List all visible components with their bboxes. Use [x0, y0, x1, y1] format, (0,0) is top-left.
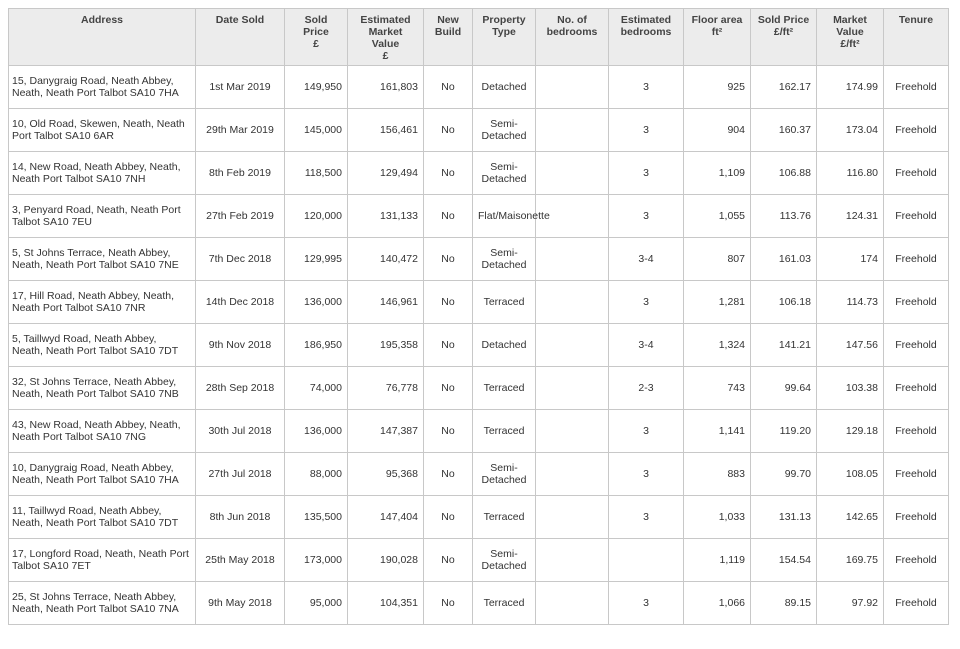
cell-market-value-ft2: 147.56 — [817, 324, 884, 367]
cell-address: 11, Taillwyd Road, Neath Abbey, Neath, Neath Port Talbot SA10 7DT — [9, 496, 196, 539]
cell-address: 5, Taillwyd Road, Neath Abbey, Neath, Neath Port Talbot SA10 7DT — [9, 324, 196, 367]
cell-floor-area: 904 — [684, 109, 751, 152]
cell-date-sold: 7th Dec 2018 — [196, 238, 285, 281]
column-header-text: bedrooms — [620, 26, 672, 38]
column-header-text: Floor area — [691, 14, 743, 26]
cell-tenure: Freehold — [884, 324, 949, 367]
header-row — [9, 9, 949, 66]
cell-property-type: Semi-Detached — [473, 238, 536, 281]
cell-tenure: Freehold — [884, 582, 949, 625]
column-header-text: Sold Price — [757, 14, 810, 26]
cell-new-build: No — [424, 582, 473, 625]
table-row — [9, 152, 949, 195]
cell-bedrooms — [536, 410, 609, 453]
cell-property-type: Semi-Detached — [473, 453, 536, 496]
cell-date-sold: 9th Nov 2018 — [196, 324, 285, 367]
cell-bedrooms — [536, 582, 609, 625]
cell-new-build: No — [424, 410, 473, 453]
column-header-text: £ — [313, 38, 319, 50]
column-header-tenure — [884, 9, 949, 66]
cell-floor-area: 1,066 — [684, 582, 751, 625]
cell-est-bedrooms: 3 — [609, 496, 684, 539]
cell-tenure: Freehold — [884, 539, 949, 582]
column-header-bedrooms — [536, 9, 609, 66]
cell-new-build: No — [424, 539, 473, 582]
cell-sold-price: 186,950 — [285, 324, 348, 367]
cell-est-value: 190,028 — [348, 539, 424, 582]
cell-market-value-ft2: 108.05 — [817, 453, 884, 496]
cell-bedrooms — [536, 152, 609, 195]
cell-new-build: No — [424, 195, 473, 238]
column-header-property-type — [473, 9, 536, 66]
table-row — [9, 109, 949, 152]
column-header-sold-price — [285, 9, 348, 66]
cell-date-sold: 8th Feb 2019 — [196, 152, 285, 195]
cell-tenure: Freehold — [884, 496, 949, 539]
cell-floor-area: 925 — [684, 66, 751, 109]
cell-property-type: Flat/Maisonette — [473, 195, 536, 238]
cell-market-value-ft2: 114.73 — [817, 281, 884, 324]
table-row — [9, 453, 949, 496]
cell-sold-price-ft2: 162.17 — [751, 66, 817, 109]
column-header-text: £ — [382, 50, 389, 62]
cell-sold-price-ft2: 99.64 — [751, 367, 817, 410]
cell-date-sold: 14th Dec 2018 — [196, 281, 285, 324]
cell-address: 32, St Johns Terrace, Neath Abbey, Neath, Neath Port Talbot SA10 7NB — [9, 367, 196, 410]
cell-floor-area: 1,033 — [684, 496, 751, 539]
column-header-text: Market — [833, 14, 867, 26]
cell-floor-area: 883 — [684, 453, 751, 496]
cell-sold-price: 149,950 — [285, 66, 348, 109]
cell-property-type: Terraced — [473, 582, 536, 625]
column-header-est-bedrooms — [609, 9, 684, 66]
cell-tenure: Freehold — [884, 453, 949, 496]
cell-market-value-ft2: 174.99 — [817, 66, 884, 109]
column-header-text: Sold — [304, 14, 328, 26]
cell-bedrooms — [536, 453, 609, 496]
column-header-sold-price-ft2 — [751, 9, 817, 66]
cell-est-bedrooms: 3 — [609, 453, 684, 496]
cell-property-type: Semi-Detached — [473, 109, 536, 152]
cell-market-value-ft2: 169.75 — [817, 539, 884, 582]
cell-new-build: No — [424, 324, 473, 367]
cell-bedrooms — [536, 109, 609, 152]
cell-est-bedrooms: 3 — [609, 281, 684, 324]
table-row — [9, 539, 949, 582]
column-header-date-sold — [196, 9, 285, 66]
cell-floor-area: 1,324 — [684, 324, 751, 367]
cell-sold-price: 95,000 — [285, 582, 348, 625]
cell-address: 17, Hill Road, Neath Abbey, Neath, Neath Port Talbot SA10 7NR — [9, 281, 196, 324]
column-header-text: Market — [368, 26, 403, 38]
column-header-text: New — [437, 14, 459, 26]
column-header-text: Address — [80, 14, 123, 26]
cell-tenure: Freehold — [884, 195, 949, 238]
cell-new-build: No — [424, 281, 473, 324]
cell-floor-area: 807 — [684, 238, 751, 281]
cell-floor-area: 743 — [684, 367, 751, 410]
cell-date-sold: 27th Jul 2018 — [196, 453, 285, 496]
cell-est-bedrooms: 3 — [609, 195, 684, 238]
cell-market-value-ft2: 103.38 — [817, 367, 884, 410]
column-header-text: Price — [303, 26, 329, 38]
cell-sold-price: 118,500 — [285, 152, 348, 195]
column-header-text: ft² — [711, 26, 723, 38]
cell-market-value-ft2: 97.92 — [817, 582, 884, 625]
cell-address: 3, Penyard Road, Neath, Neath Port Talbot SA10 7EU — [9, 195, 196, 238]
table-row — [9, 195, 949, 238]
cell-est-value: 95,368 — [348, 453, 424, 496]
cell-est-bedrooms: 3 — [609, 410, 684, 453]
cell-bedrooms — [536, 324, 609, 367]
cell-address: 25, St Johns Terrace, Neath Abbey, Neath, Neath Port Talbot SA10 7NA — [9, 582, 196, 625]
table-row — [9, 324, 949, 367]
cell-address: 15, Danygraig Road, Neath Abbey, Neath, Neath Port Talbot SA10 7HA — [9, 66, 196, 109]
cell-new-build: No — [424, 66, 473, 109]
cell-est-value: 129,494 — [348, 152, 424, 195]
cell-date-sold: 25th May 2018 — [196, 539, 285, 582]
cell-tenure: Freehold — [884, 410, 949, 453]
column-header-text: Estimated — [620, 14, 672, 26]
cell-est-bedrooms: 3-4 — [609, 238, 684, 281]
cell-floor-area: 1,109 — [684, 152, 751, 195]
cell-sold-price: 173,000 — [285, 539, 348, 582]
cell-sold-price: 120,000 — [285, 195, 348, 238]
cell-floor-area: 1,141 — [684, 410, 751, 453]
cell-date-sold: 30th Jul 2018 — [196, 410, 285, 453]
cell-tenure: Freehold — [884, 367, 949, 410]
cell-sold-price-ft2: 106.88 — [751, 152, 817, 195]
table-row — [9, 238, 949, 281]
cell-est-value: 146,961 — [348, 281, 424, 324]
column-header-text: Property — [482, 14, 526, 26]
cell-property-type: Terraced — [473, 410, 536, 453]
sold-prices-table — [8, 8, 949, 625]
cell-est-bedrooms: 3-4 — [609, 324, 684, 367]
cell-tenure: Freehold — [884, 109, 949, 152]
cell-est-bedrooms: 3 — [609, 66, 684, 109]
cell-bedrooms — [536, 367, 609, 410]
column-header-text: Tenure — [898, 14, 934, 26]
cell-est-value: 156,461 — [348, 109, 424, 152]
cell-property-type: Terraced — [473, 367, 536, 410]
column-header-text: Build — [434, 26, 462, 38]
table-body — [9, 66, 949, 625]
table-row — [9, 496, 949, 539]
cell-est-value: 195,358 — [348, 324, 424, 367]
cell-est-bedrooms — [609, 539, 684, 582]
cell-date-sold: 1st Mar 2019 — [196, 66, 285, 109]
cell-property-type: Detached — [473, 66, 536, 109]
column-header-text: bedrooms — [546, 26, 598, 38]
cell-floor-area: 1,119 — [684, 539, 751, 582]
cell-market-value-ft2: 173.04 — [817, 109, 884, 152]
cell-sold-price-ft2: 99.70 — [751, 453, 817, 496]
cell-est-value: 131,133 — [348, 195, 424, 238]
column-header-text: Value — [836, 26, 864, 38]
cell-sold-price-ft2: 141.21 — [751, 324, 817, 367]
table-row — [9, 66, 949, 109]
cell-sold-price-ft2: 119.20 — [751, 410, 817, 453]
column-header-market-value-ft2 — [817, 9, 884, 66]
cell-property-type: Terraced — [473, 281, 536, 324]
column-header-est-value — [348, 9, 424, 66]
column-header-new-build — [424, 9, 473, 66]
cell-sold-price-ft2: 131.13 — [751, 496, 817, 539]
cell-est-value: 140,472 — [348, 238, 424, 281]
cell-tenure: Freehold — [884, 152, 949, 195]
cell-new-build: No — [424, 238, 473, 281]
cell-sold-price-ft2: 161.03 — [751, 238, 817, 281]
column-header-address — [9, 9, 196, 66]
cell-new-build: No — [424, 496, 473, 539]
cell-sold-price: 136,000 — [285, 410, 348, 453]
cell-address: 43, New Road, Neath Abbey, Neath, Neath Port Talbot SA10 7NG — [9, 410, 196, 453]
cell-floor-area: 1,055 — [684, 195, 751, 238]
cell-sold-price: 129,995 — [285, 238, 348, 281]
cell-date-sold: 8th Jun 2018 — [196, 496, 285, 539]
column-header-text: Estimated — [360, 14, 411, 26]
cell-market-value-ft2: 116.80 — [817, 152, 884, 195]
cell-address: 14, New Road, Neath Abbey, Neath, Neath Port Talbot SA10 7NH — [9, 152, 196, 195]
column-header-text: Value — [371, 38, 400, 50]
cell-est-bedrooms: 3 — [609, 109, 684, 152]
cell-new-build: No — [424, 109, 473, 152]
table-row — [9, 367, 949, 410]
cell-sold-price: 136,000 — [285, 281, 348, 324]
cell-est-value: 147,404 — [348, 496, 424, 539]
cell-market-value-ft2: 124.31 — [817, 195, 884, 238]
column-header-text: Date Sold — [215, 14, 265, 26]
cell-bedrooms — [536, 66, 609, 109]
cell-sold-price: 88,000 — [285, 453, 348, 496]
cell-sold-price: 74,000 — [285, 367, 348, 410]
cell-sold-price-ft2: 160.37 — [751, 109, 817, 152]
cell-sold-price: 135,500 — [285, 496, 348, 539]
column-header-text: Type — [492, 26, 516, 38]
cell-new-build: No — [424, 367, 473, 410]
cell-address: 5, St Johns Terrace, Neath Abbey, Neath, Neath Port Talbot SA10 7NE — [9, 238, 196, 281]
cell-sold-price-ft2: 106.18 — [751, 281, 817, 324]
cell-est-bedrooms: 3 — [609, 582, 684, 625]
table-row — [9, 281, 949, 324]
column-header-text: £/ft² — [840, 38, 860, 50]
cell-new-build: No — [424, 152, 473, 195]
cell-bedrooms — [536, 238, 609, 281]
cell-date-sold: 28th Sep 2018 — [196, 367, 285, 410]
cell-bedrooms — [536, 539, 609, 582]
table-row — [9, 410, 949, 453]
cell-floor-area: 1,281 — [684, 281, 751, 324]
table-row — [9, 582, 949, 625]
cell-est-value: 161,803 — [348, 66, 424, 109]
cell-sold-price: 145,000 — [285, 109, 348, 152]
cell-market-value-ft2: 174 — [817, 238, 884, 281]
cell-est-value: 147,387 — [348, 410, 424, 453]
cell-sold-price-ft2: 89.15 — [751, 582, 817, 625]
cell-date-sold: 9th May 2018 — [196, 582, 285, 625]
cell-sold-price-ft2: 154.54 — [751, 539, 817, 582]
column-header-text: No. of — [557, 14, 587, 26]
cell-address: 10, Old Road, Skewen, Neath, Neath Port Talbot SA10 6AR — [9, 109, 196, 152]
cell-tenure: Freehold — [884, 238, 949, 281]
cell-new-build: No — [424, 453, 473, 496]
cell-property-type: Semi-Detached — [473, 539, 536, 582]
cell-bedrooms — [536, 496, 609, 539]
cell-est-value: 104,351 — [348, 582, 424, 625]
cell-sold-price-ft2: 113.76 — [751, 195, 817, 238]
cell-est-value: 76,778 — [348, 367, 424, 410]
cell-property-type: Terraced — [473, 496, 536, 539]
cell-tenure: Freehold — [884, 66, 949, 109]
cell-bedrooms — [536, 281, 609, 324]
cell-address: 10, Danygraig Road, Neath Abbey, Neath, Neath Port Talbot SA10 7HA — [9, 453, 196, 496]
cell-address: 17, Longford Road, Neath, Neath Port Talbot SA10 7ET — [9, 539, 196, 582]
cell-property-type: Semi-Detached — [473, 152, 536, 195]
cell-est-bedrooms: 3 — [609, 152, 684, 195]
cell-property-type: Detached — [473, 324, 536, 367]
cell-date-sold: 27th Feb 2019 — [196, 195, 285, 238]
column-header-floor-area — [684, 9, 751, 66]
column-header-text: £/ft² — [773, 26, 794, 38]
cell-tenure: Freehold — [884, 281, 949, 324]
cell-est-bedrooms: 2-3 — [609, 367, 684, 410]
table-header — [9, 9, 949, 66]
cell-market-value-ft2: 129.18 — [817, 410, 884, 453]
cell-market-value-ft2: 142.65 — [817, 496, 884, 539]
cell-date-sold: 29th Mar 2019 — [196, 109, 285, 152]
